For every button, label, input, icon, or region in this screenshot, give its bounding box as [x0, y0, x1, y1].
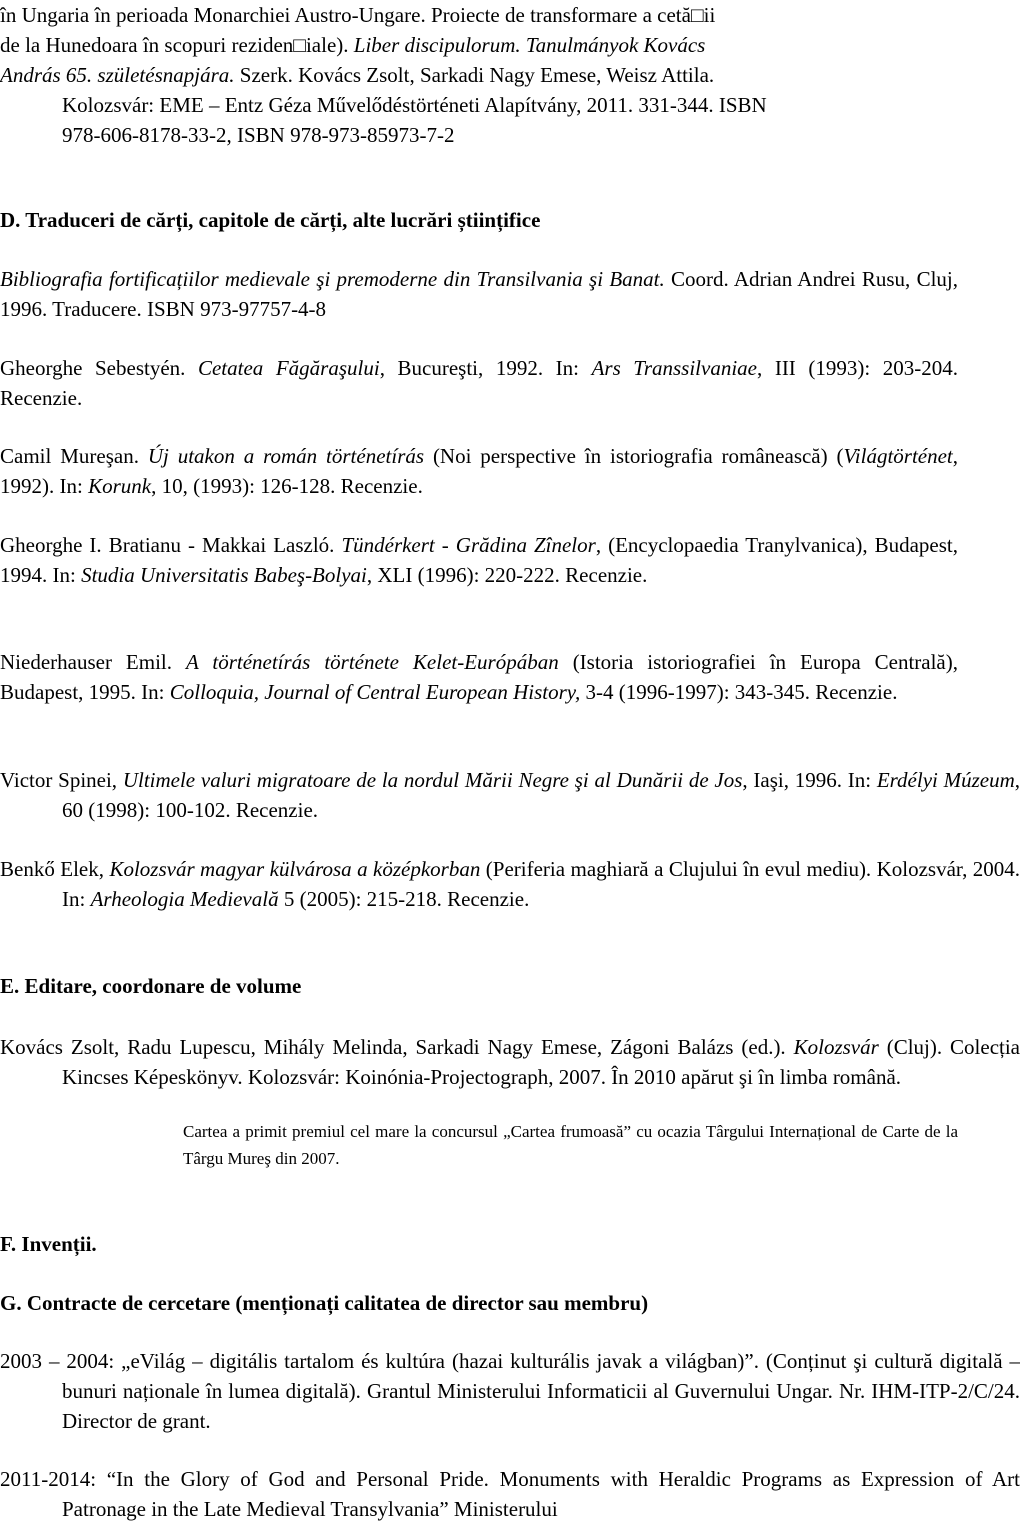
list-item: Bibliografia fortificațiilor medievale şi premoderne din Transilvania şi Banat. Coord. Adrian Andrei Rusu, Cluj, 1996. Traducere. ISBN 973-97757-4-8 — [0, 267, 958, 321]
list-item: Victor Spinei, Ultimele valuri migratoare de la nordul Mării Negre şi al Dunării de Jos, Iaşi, 1996. In: Erdélyi Múzeum, 60 (1998): 100-102. Recenzie. — [0, 768, 1020, 822]
section-f-heading: F. Invenții. — [0, 1232, 97, 1256]
section-e-heading: E. Editare, coordonare de volume — [0, 974, 302, 998]
list-item: Benkő Elek, Kolozsvár magyar külvárosa a középkorban (Periferia maghiară a Clujului în evul mediu). Kolozsvár, 2004. In: Arheologia Medievală 5 (2005): 215-218. Recenzie. — [0, 857, 1020, 911]
list-item: Camil Mureşan. Új utakon a román történetírás (Noi perspective în istoriografia românească) (Világtörténet, 1992). In: Korunk, 10, (1993): 126-128. Recenzie. — [0, 444, 959, 498]
list-item: 2003 – 2004: „eVilág – digitális tartalom és kultúra (hazai kulturális javak a világban)”. (Conținut şi cultură digitală – bunuri naționale în lumea digitală). Grantul Ministerului Informaticii al Guvernului Ungar. Nr. IHM-ITP-2/C/24. Director de grant. — [0, 1349, 1020, 1433]
previous-entry-continuation — [0, 0, 958, 150]
section-d-heading: D. Traduceri de cărți, capitole de cărți, alte lucrări științifice — [0, 208, 541, 232]
text-line: András 65. születésnapjára. Szerk. Kovács Zsolt, Sarkadi Nagy Emese, Weisz Attila. — [0, 63, 715, 87]
list-item: Kovács Zsolt, Radu Lupescu, Mihály Melinda, Sarkadi Nagy Emese, Zágoni Balázs (ed.). Kolozsvár (Cluj). Colecția Kincses Képeskönyv. Kolozsvár: Koinónia-Projectograph, 2007. În 2010 apărut şi în limba română. — [0, 1035, 1020, 1089]
list-item: Gheorghe Sebestyén. Cetatea Făgăraşului, Bucureşti, 1992. In: Ars Transsilvaniae, III (1993): 203-204. Recenzie. — [0, 356, 959, 410]
text-line: 978-606-8178-33-2, ISBN 978-973-85973-7-2 — [62, 123, 455, 147]
award-note: Cartea a primit premiul cel mare la concursul „Cartea frumoasă” cu ocazia Târgului Internațional de Carte de la Târgu Mureş din 2007. — [183, 1122, 958, 1168]
text-line: de la Hunedoara în scopuri reziden□iale). Liber discipulorum. Tanulmányok Kovács — [0, 33, 706, 57]
list-item: 2011-2014: “In the Glory of God and Personal Pride. Monuments with Heraldic Programs as Expression of Art Patronage in the Late Medieval Transylvania” Ministerului — [0, 1467, 1020, 1521]
list-item: Niederhauser Emil. A történetírás története Kelet-Európában (Istoria istoriografiei în Europa Centrală), Budapest, 1995. In: Colloquia, Journal of Central European History, 3-4 (1996-1997): 343-345. Recenzie. — [0, 650, 958, 704]
section-g-heading: G. Contracte de cercetare (menționați calitatea de director sau membru) — [0, 1291, 649, 1315]
text-line: Kolozsvár: EME – Entz Géza Művelődéstörténeti Alapítvány, 2011. 331-344. ISBN — [62, 93, 767, 117]
text-line: în Ungaria în perioada Monarchiei Austro-Ungare. Proiecte de transformare a cetă□ii — [0, 3, 716, 27]
list-item: Gheorghe I. Bratianu - Makkai Laszló. Tündérkert - Grădina Zînelor, (Encyclopaedia Tranylvanica), Budapest, 1994. In: Studia Universitatis Babeş-Bolyai, XLI (1996): 220-222. Recenzie. — [0, 533, 959, 587]
